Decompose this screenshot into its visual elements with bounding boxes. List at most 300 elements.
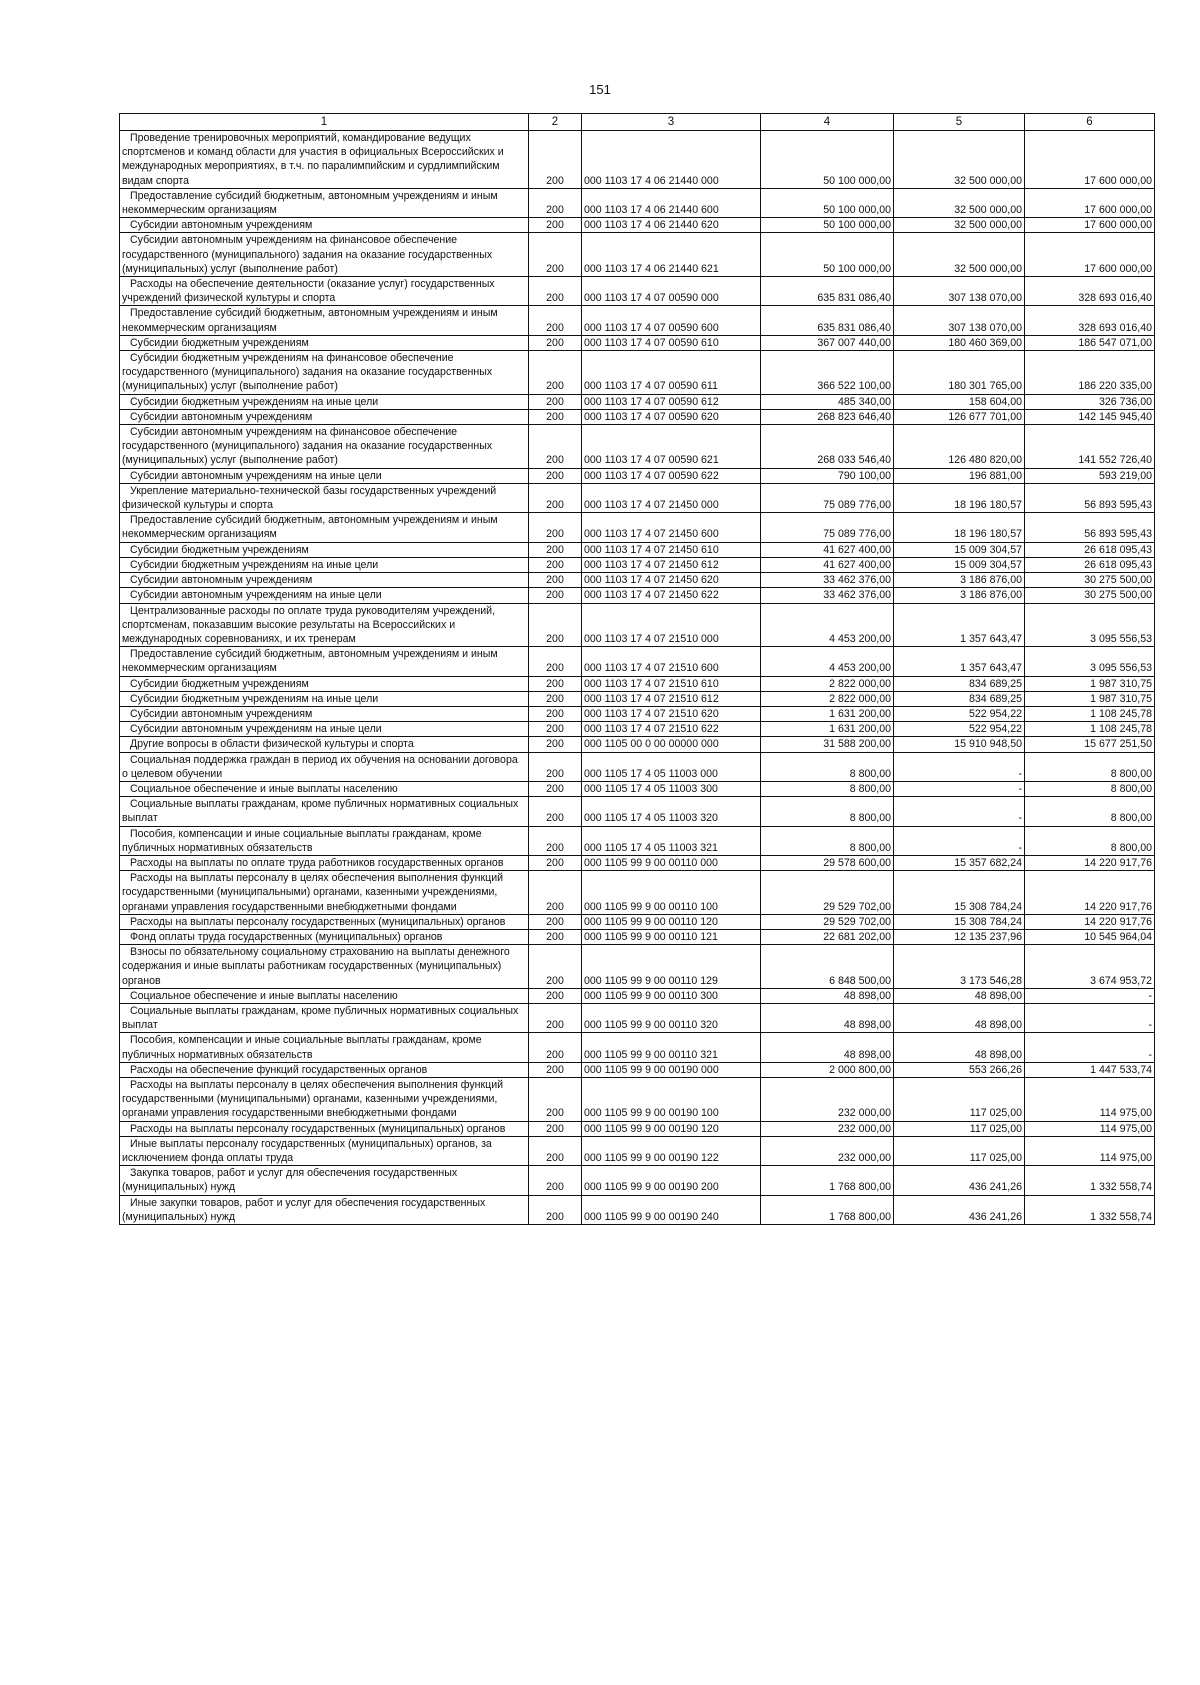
- row-admin-code: 200: [529, 1003, 582, 1032]
- row-name-cell: [120, 1078, 529, 1122]
- table-row: [120, 1195, 1155, 1224]
- row-budget-code: 000 1103 17 4 06 21440 000: [582, 131, 761, 189]
- table-row: [120, 351, 1155, 395]
- row-budget-code: 000 1105 99 9 00 00110 321: [582, 1033, 761, 1062]
- row-amount-col6: 1 447 533,74: [1025, 1062, 1155, 1077]
- row-budget-code: 000 1105 99 9 00 00110 121: [582, 929, 761, 944]
- row-amount-col4: 232 000,00: [761, 1078, 894, 1122]
- row-amount-col4: 635 831 086,40: [761, 277, 894, 306]
- row-name: Проведение тренировочных мероприятий, командирование ведущих спортсменов и команд области для участия в официальных Всероссийских и международных мероприятиях, в т.ч. по паралимпийским и сурдлимпийским видам спорта: [122, 132, 504, 187]
- row-amount-col4: 232 000,00: [761, 1136, 894, 1165]
- budget-table: [119, 113, 1155, 1225]
- row-amount-col6: 14 220 917,76: [1025, 855, 1155, 870]
- row-name-cell: [120, 306, 529, 335]
- row-amount-col6: 30 275 500,00: [1025, 573, 1155, 588]
- row-amount-col6: 1 108 245,78: [1025, 706, 1155, 721]
- row-name-cell: [120, 737, 529, 752]
- row-name: Взносы по обязательному социальному страхованию на выплаты денежного содержания и иные выплаты работникам государственных (муниципальных) органов: [122, 946, 510, 987]
- row-admin-code: 200: [529, 752, 582, 781]
- table-row: [120, 1078, 1155, 1122]
- row-amount-col6: 8 800,00: [1025, 826, 1155, 855]
- row-admin-code: 200: [529, 233, 582, 277]
- row-name-cell: [120, 1195, 529, 1224]
- row-name: Расходы на выплаты по оплате труда работников государственных органов: [130, 856, 504, 869]
- column-header: 5: [894, 114, 1025, 131]
- row-amount-col5: -: [894, 752, 1025, 781]
- row-name: Расходы на выплаты персоналу государственных (муниципальных) органов: [130, 1122, 506, 1135]
- row-budget-code: 000 1103 17 4 07 21510 610: [582, 676, 761, 691]
- table-row: [120, 871, 1155, 915]
- row-name-cell: [120, 483, 529, 512]
- row-amount-col4: 41 627 400,00: [761, 557, 894, 572]
- table-row: [120, 409, 1155, 424]
- row-name: Предоставление субсидий бюджетным, автономным учреждениям и иным некоммерческим организациям: [122, 514, 498, 541]
- table-row: [120, 483, 1155, 512]
- row-amount-col4: 268 033 546,40: [761, 425, 894, 469]
- row-amount-col5: 117 025,00: [894, 1136, 1025, 1165]
- row-name: Социальные выплаты гражданам, кроме публичных нормативных социальных выплат: [122, 1004, 519, 1032]
- row-name: Субсидии бюджетным учреждениям на финансовое обеспечение государственного (муниципального) задания на оказание государственных (муниципальных) услуг (выполнение работ): [122, 352, 493, 393]
- row-name-cell: [120, 1136, 529, 1165]
- row-amount-col6: 14 220 917,76: [1025, 871, 1155, 915]
- row-amount-col4: 2 822 000,00: [761, 691, 894, 706]
- row-admin-code: 200: [529, 483, 582, 512]
- table-row: [120, 1003, 1155, 1032]
- row-name: Централизованные расходы по оплате труда руководителям учреждений, спортсменам, показавшим высокие результаты на Всероссийских и международных соревнованиях, и их тренерам: [122, 604, 496, 645]
- row-amount-col6: 17 600 000,00: [1025, 233, 1155, 277]
- row-amount-col5: 15 910 948,50: [894, 737, 1025, 752]
- row-admin-code: 200: [529, 603, 582, 647]
- row-name-cell: [120, 131, 529, 189]
- row-budget-code: 000 1105 99 9 00 00110 320: [582, 1003, 761, 1032]
- row-amount-col5: 522 954,22: [894, 722, 1025, 737]
- row-budget-code: 000 1105 99 9 00 00110 300: [582, 988, 761, 1003]
- table-row: [120, 647, 1155, 676]
- row-amount-col6: 17 600 000,00: [1025, 131, 1155, 189]
- row-amount-col5: 196 881,00: [894, 468, 1025, 483]
- row-amount-col6: 1 987 310,75: [1025, 691, 1155, 706]
- row-budget-code: 000 1103 17 4 07 21510 612: [582, 691, 761, 706]
- column-header: 6: [1025, 114, 1155, 131]
- table-row: [120, 588, 1155, 603]
- row-amount-col5: 3 173 546,28: [894, 945, 1025, 989]
- column-header: 4: [761, 114, 894, 131]
- row-amount-col6: 328 693 016,40: [1025, 306, 1155, 335]
- row-name-cell: [120, 855, 529, 870]
- row-amount-col5: 32 500 000,00: [894, 188, 1025, 217]
- row-budget-code: 000 1103 17 4 07 21450 612: [582, 557, 761, 572]
- row-amount-col4: 29 529 702,00: [761, 914, 894, 929]
- row-amount-col6: 1 108 245,78: [1025, 722, 1155, 737]
- row-name: Расходы на обеспечение функций государственных органов: [130, 1063, 428, 1076]
- row-budget-code: 000 1103 17 4 07 21510 622: [582, 722, 761, 737]
- row-amount-col6: 30 275 500,00: [1025, 588, 1155, 603]
- row-amount-col5: 32 500 000,00: [894, 131, 1025, 189]
- row-name-cell: [120, 542, 529, 557]
- row-name-cell: [120, 1121, 529, 1136]
- row-amount-col6: 141 552 726,40: [1025, 425, 1155, 469]
- row-name-cell: [120, 351, 529, 395]
- row-amount-col6: 1 332 558,74: [1025, 1195, 1155, 1224]
- row-amount-col5: 307 138 070,00: [894, 306, 1025, 335]
- row-amount-col4: 33 462 376,00: [761, 588, 894, 603]
- table-row: [120, 1121, 1155, 1136]
- row-name-cell: [120, 588, 529, 603]
- row-admin-code: 200: [529, 1078, 582, 1122]
- row-amount-col4: 8 800,00: [761, 797, 894, 826]
- row-amount-col5: -: [894, 826, 1025, 855]
- row-amount-col4: 1 768 800,00: [761, 1195, 894, 1224]
- row-amount-col4: 1 768 800,00: [761, 1166, 894, 1195]
- row-amount-col4: 48 898,00: [761, 1003, 894, 1032]
- row-name: Закупка товаров, работ и услуг для обеспечения государственных (муниципальных) нужд: [122, 1167, 458, 1194]
- table-row: [120, 1062, 1155, 1077]
- row-admin-code: 200: [529, 676, 582, 691]
- row-amount-col5: 307 138 070,00: [894, 277, 1025, 306]
- row-admin-code: 200: [529, 737, 582, 752]
- row-amount-col5: 180 460 369,00: [894, 335, 1025, 350]
- row-budget-code: 000 1103 17 4 07 21450 610: [582, 542, 761, 557]
- row-amount-col6: 3 095 556,53: [1025, 603, 1155, 647]
- row-amount-col4: 50 100 000,00: [761, 218, 894, 233]
- row-amount-col5: 15 308 784,24: [894, 914, 1025, 929]
- table-row: [120, 706, 1155, 721]
- row-amount-col4: 33 462 376,00: [761, 573, 894, 588]
- row-amount-col6: 114 975,00: [1025, 1136, 1155, 1165]
- row-name: Фонд оплаты труда государственных (муниципальных) органов: [130, 930, 443, 943]
- table-row: [120, 542, 1155, 557]
- row-name: Расходы на обеспечение деятельности (оказание услуг) государственных учреждений физической культуры и спорта: [122, 278, 495, 305]
- row-amount-col5: 180 301 765,00: [894, 351, 1025, 395]
- table-row: [120, 988, 1155, 1003]
- row-admin-code: 200: [529, 513, 582, 542]
- row-admin-code: 200: [529, 914, 582, 929]
- row-name-cell: [120, 871, 529, 915]
- row-amount-col6: 56 893 595,43: [1025, 483, 1155, 512]
- row-name: Другие вопросы в области физической культуры и спорта: [130, 738, 414, 751]
- row-amount-col5: 3 186 876,00: [894, 573, 1025, 588]
- table-row: [120, 855, 1155, 870]
- row-amount-col4: 2 822 000,00: [761, 676, 894, 691]
- table-row: [120, 737, 1155, 752]
- row-budget-code: 000 1103 17 4 07 21450 000: [582, 483, 761, 512]
- row-name-cell: [120, 409, 529, 424]
- row-name: Субсидии автономным учреждениям на финансовое обеспечение государственного (муниципального) задания на оказание государственных (муниципальных) услуг (выполнение работ): [122, 426, 493, 467]
- row-amount-col6: -: [1025, 1003, 1155, 1032]
- row-admin-code: 200: [529, 335, 582, 350]
- row-admin-code: 200: [529, 306, 582, 335]
- row-name: Субсидии автономным учреждениям: [130, 707, 313, 720]
- row-admin-code: 200: [529, 1062, 582, 1077]
- row-budget-code: 000 1103 17 4 07 00590 622: [582, 468, 761, 483]
- row-name-cell: [120, 468, 529, 483]
- row-admin-code: 200: [529, 218, 582, 233]
- row-amount-col6: 17 600 000,00: [1025, 218, 1155, 233]
- row-amount-col6: 15 677 251,50: [1025, 737, 1155, 752]
- row-amount-col6: 326 736,00: [1025, 394, 1155, 409]
- row-name-cell: [120, 945, 529, 989]
- row-amount-col4: 8 800,00: [761, 826, 894, 855]
- row-name: Предоставление субсидий бюджетным, автономным учреждениям и иным некоммерческим организациям: [122, 648, 498, 675]
- row-admin-code: 200: [529, 871, 582, 915]
- row-amount-col5: -: [894, 797, 1025, 826]
- row-name: Субсидии автономным учреждениям: [130, 574, 313, 587]
- table-row: [120, 573, 1155, 588]
- row-budget-code: 000 1103 17 4 06 21440 600: [582, 188, 761, 217]
- row-amount-col5: 1 357 643,47: [894, 603, 1025, 647]
- row-name-cell: [120, 277, 529, 306]
- row-amount-col4: 75 089 776,00: [761, 513, 894, 542]
- table-row: [120, 945, 1155, 989]
- row-name: Пособия, компенсации и иные социальные выплаты гражданам, кроме публичных нормативных обязательств: [122, 827, 482, 854]
- row-budget-code: 000 1103 17 4 07 21510 000: [582, 603, 761, 647]
- row-amount-col4: 232 000,00: [761, 1121, 894, 1136]
- row-amount-col5: 553 266,26: [894, 1062, 1025, 1077]
- table-row: [120, 468, 1155, 483]
- row-budget-code: 000 1105 99 9 00 00190 120: [582, 1121, 761, 1136]
- row-name-cell: [120, 691, 529, 706]
- row-admin-code: 200: [529, 351, 582, 395]
- row-amount-col5: -: [894, 781, 1025, 796]
- row-amount-col5: 834 689,25: [894, 691, 1025, 706]
- row-amount-col5: 15 357 682,24: [894, 855, 1025, 870]
- row-budget-code: 000 1103 17 4 07 00590 000: [582, 277, 761, 306]
- row-amount-col6: 56 893 595,43: [1025, 513, 1155, 542]
- table-row: [120, 797, 1155, 826]
- row-name: Социальное обеспечение и иные выплаты населению: [130, 782, 398, 795]
- row-amount-col6: 1 332 558,74: [1025, 1166, 1155, 1195]
- row-admin-code: 200: [529, 277, 582, 306]
- row-amount-col4: 1 631 200,00: [761, 722, 894, 737]
- row-amount-col6: 14 220 917,76: [1025, 914, 1155, 929]
- row-budget-code: 000 1103 17 4 07 00590 600: [582, 306, 761, 335]
- row-amount-col5: 436 241,26: [894, 1166, 1025, 1195]
- row-admin-code: 200: [529, 1033, 582, 1062]
- row-name-cell: [120, 1003, 529, 1032]
- row-amount-col6: 328 693 016,40: [1025, 277, 1155, 306]
- row-budget-code: 000 1105 17 4 05 11003 320: [582, 797, 761, 826]
- row-amount-col4: 29 578 600,00: [761, 855, 894, 870]
- row-name-cell: [120, 513, 529, 542]
- row-amount-col5: 12 135 237,96: [894, 929, 1025, 944]
- row-name-cell: [120, 425, 529, 469]
- table-row: [120, 781, 1155, 796]
- row-amount-col6: -: [1025, 1033, 1155, 1062]
- row-amount-col4: 50 100 000,00: [761, 233, 894, 277]
- table-row: [120, 929, 1155, 944]
- row-admin-code: 200: [529, 1195, 582, 1224]
- row-budget-code: 000 1103 17 4 07 00590 611: [582, 351, 761, 395]
- row-name-cell: [120, 1062, 529, 1077]
- row-name-cell: [120, 188, 529, 217]
- row-name: Предоставление субсидий бюджетным, автономным учреждениям и иным некоммерческим организациям: [122, 189, 498, 217]
- row-amount-col5: 158 604,00: [894, 394, 1025, 409]
- row-amount-col4: 31 588 200,00: [761, 737, 894, 752]
- row-amount-col6: 8 800,00: [1025, 752, 1155, 781]
- row-amount-col5: 48 898,00: [894, 1033, 1025, 1062]
- row-name-cell: [120, 752, 529, 781]
- row-name: Субсидии автономным учреждениям на иные цели: [130, 589, 382, 602]
- row-admin-code: 200: [529, 542, 582, 557]
- table-row: [120, 691, 1155, 706]
- table-row: [120, 1166, 1155, 1195]
- row-amount-col5: 48 898,00: [894, 1003, 1025, 1032]
- row-amount-col4: 485 340,00: [761, 394, 894, 409]
- row-amount-col4: 50 100 000,00: [761, 131, 894, 189]
- row-name-cell: [120, 797, 529, 826]
- row-amount-col4: 29 529 702,00: [761, 871, 894, 915]
- row-amount-col6: 3 674 953,72: [1025, 945, 1155, 989]
- row-admin-code: 200: [529, 573, 582, 588]
- row-amount-col4: 48 898,00: [761, 1033, 894, 1062]
- row-amount-col5: 834 689,25: [894, 676, 1025, 691]
- row-amount-col6: 186 547 071,00: [1025, 335, 1155, 350]
- row-amount-col6: 1 987 310,75: [1025, 676, 1155, 691]
- row-admin-code: 200: [529, 647, 582, 676]
- row-amount-col4: 6 848 500,00: [761, 945, 894, 989]
- row-admin-code: 200: [529, 797, 582, 826]
- row-admin-code: 200: [529, 826, 582, 855]
- row-budget-code: 000 1103 17 4 07 21450 620: [582, 573, 761, 588]
- row-amount-col6: 142 145 945,40: [1025, 409, 1155, 424]
- row-name-cell: [120, 557, 529, 572]
- row-budget-code: 000 1103 17 4 07 00590 610: [582, 335, 761, 350]
- table-row: [120, 335, 1155, 350]
- table-row: [120, 826, 1155, 855]
- row-budget-code: 000 1103 17 4 06 21440 621: [582, 233, 761, 277]
- row-amount-col5: 436 241,26: [894, 1195, 1025, 1224]
- row-amount-col6: 26 618 095,43: [1025, 557, 1155, 572]
- row-name: Субсидии автономным учреждениям на иные цели: [130, 723, 382, 736]
- row-amount-col6: 186 220 335,00: [1025, 351, 1155, 395]
- row-name-cell: [120, 706, 529, 721]
- row-name: Субсидии автономным учреждениям на иные цели: [130, 469, 382, 482]
- row-name-cell: [120, 676, 529, 691]
- row-budget-code: 000 1105 99 9 00 00110 120: [582, 914, 761, 929]
- row-name: Расходы на выплаты персоналу государственных (муниципальных) органов: [130, 915, 506, 928]
- row-admin-code: 200: [529, 945, 582, 989]
- row-name-cell: [120, 1166, 529, 1195]
- row-admin-code: 200: [529, 855, 582, 870]
- row-admin-code: 200: [529, 468, 582, 483]
- row-admin-code: 200: [529, 929, 582, 944]
- row-name: Субсидии автономным учреждениям на финансовое обеспечение государственного (муниципального) задания на оказание государственных (муниципальных) услуг (выполнение работ): [122, 234, 493, 275]
- row-name: Расходы на выплаты персоналу в целях обеспечения выполнения функций государственными (муниципальными) органами, казенными учреждениями, органами управления государственными внебюджетными фондами: [122, 872, 504, 913]
- row-budget-code: 000 1105 99 9 00 00190 200: [582, 1166, 761, 1195]
- row-amount-col5: 32 500 000,00: [894, 218, 1025, 233]
- row-name-cell: [120, 914, 529, 929]
- table-row: [120, 676, 1155, 691]
- row-admin-code: 200: [529, 425, 582, 469]
- row-admin-code: 200: [529, 691, 582, 706]
- row-amount-col5: 15 009 304,57: [894, 557, 1025, 572]
- row-admin-code: 200: [529, 557, 582, 572]
- row-amount-col4: 50 100 000,00: [761, 188, 894, 217]
- row-name: Предоставление субсидий бюджетным, автономным учреждениям и иным некоммерческим организациям: [122, 307, 498, 334]
- row-amount-col4: 1 631 200,00: [761, 706, 894, 721]
- row-amount-col5: 126 480 820,00: [894, 425, 1025, 469]
- table-row: [120, 722, 1155, 737]
- table-row: [120, 557, 1155, 572]
- table-row: [120, 914, 1155, 929]
- table-row: [120, 752, 1155, 781]
- row-amount-col5: 32 500 000,00: [894, 233, 1025, 277]
- table-header-row: [120, 114, 1155, 131]
- row-amount-col4: 635 831 086,40: [761, 306, 894, 335]
- row-name-cell: [120, 929, 529, 944]
- row-amount-col4: 8 800,00: [761, 752, 894, 781]
- row-name-cell: [120, 781, 529, 796]
- row-name-cell: [120, 647, 529, 676]
- table-row: [120, 1136, 1155, 1165]
- row-amount-col6: 26 618 095,43: [1025, 542, 1155, 557]
- row-amount-col6: 114 975,00: [1025, 1121, 1155, 1136]
- table-row: [120, 603, 1155, 647]
- row-name: Субсидии бюджетным учреждениям на иные цели: [130, 692, 379, 705]
- table-row: [120, 131, 1155, 189]
- row-budget-code: 000 1103 17 4 07 21510 620: [582, 706, 761, 721]
- row-amount-col4: 22 681 202,00: [761, 929, 894, 944]
- row-admin-code: 200: [529, 706, 582, 721]
- table-row: [120, 513, 1155, 542]
- row-amount-col5: 126 677 701,00: [894, 409, 1025, 424]
- row-budget-code: 000 1105 00 0 00 00000 000: [582, 737, 761, 752]
- row-admin-code: 200: [529, 1166, 582, 1195]
- row-name: Субсидии бюджетным учреждениям: [130, 336, 309, 349]
- row-budget-code: 000 1103 17 4 07 21450 600: [582, 513, 761, 542]
- row-budget-code: 000 1105 99 9 00 00110 100: [582, 871, 761, 915]
- row-amount-col6: 3 095 556,53: [1025, 647, 1155, 676]
- row-name: Пособия, компенсации и иные социальные выплаты гражданам, кроме публичных нормативных обязательств: [122, 1034, 482, 1061]
- row-amount-col6: 114 975,00: [1025, 1078, 1155, 1122]
- row-name: Укрепление материально-технической базы государственных учреждений физической культуры и спорта: [122, 484, 497, 512]
- row-budget-code: 000 1105 17 4 05 11003 300: [582, 781, 761, 796]
- row-name: Социальная поддержка граждан в период их обучения на основании договора о целевом обучении: [122, 753, 518, 780]
- row-admin-code: 200: [529, 1121, 582, 1136]
- row-budget-code: 000 1105 99 9 00 00190 240: [582, 1195, 761, 1224]
- column-header: 1: [120, 114, 529, 131]
- table-row: [120, 1033, 1155, 1062]
- row-amount-col5: 1 357 643,47: [894, 647, 1025, 676]
- row-name: Субсидии бюджетным учреждениям: [130, 677, 309, 690]
- row-budget-code: 000 1103 17 4 07 21510 600: [582, 647, 761, 676]
- row-amount-col4: 8 800,00: [761, 781, 894, 796]
- row-admin-code: 200: [529, 722, 582, 737]
- row-amount-col5: 18 196 180,57: [894, 483, 1025, 512]
- row-amount-col4: 48 898,00: [761, 988, 894, 1003]
- table-row: [120, 233, 1155, 277]
- row-amount-col4: 790 100,00: [761, 468, 894, 483]
- row-name-cell: [120, 988, 529, 1003]
- row-amount-col4: 2 000 800,00: [761, 1062, 894, 1077]
- row-budget-code: 000 1105 17 4 05 11003 000: [582, 752, 761, 781]
- table-row: [120, 394, 1155, 409]
- row-name-cell: [120, 603, 529, 647]
- column-header: 3: [582, 114, 761, 131]
- row-admin-code: 200: [529, 588, 582, 603]
- row-amount-col5: 15 308 784,24: [894, 871, 1025, 915]
- row-name: Расходы на выплаты персоналу в целях обеспечения выполнения функций государственными (муниципальными) органами, казенными учреждениями, органами управления государственными внебюджетными фондами: [122, 1079, 504, 1120]
- row-amount-col4: 75 089 776,00: [761, 483, 894, 512]
- row-name-cell: [120, 573, 529, 588]
- row-amount-col6: -: [1025, 988, 1155, 1003]
- row-name: Субсидии автономным учреждениям: [130, 219, 313, 232]
- row-amount-col4: 366 522 100,00: [761, 351, 894, 395]
- row-budget-code: 000 1105 99 9 00 00110 000: [582, 855, 761, 870]
- row-name: Социальное обеспечение и иные выплаты населению: [130, 989, 398, 1002]
- row-name-cell: [120, 394, 529, 409]
- row-budget-code: 000 1105 17 4 05 11003 321: [582, 826, 761, 855]
